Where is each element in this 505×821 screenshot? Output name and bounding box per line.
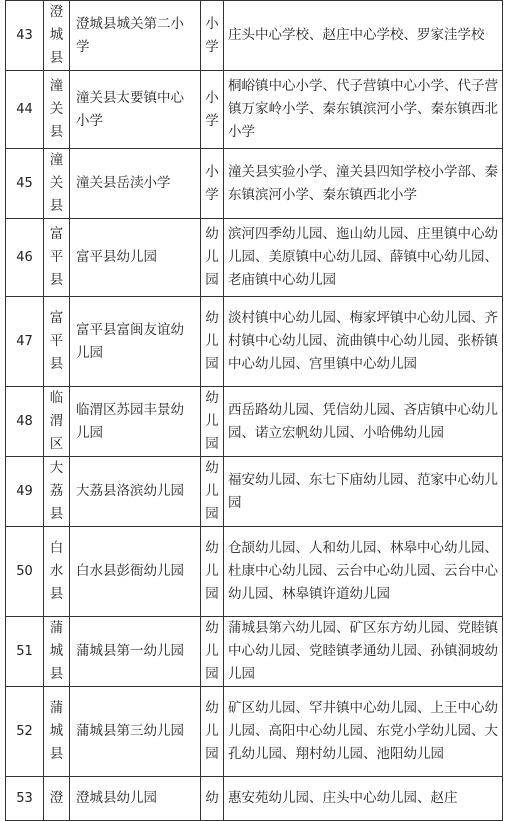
- partner-schools-cell: 惠安苑幼儿园、庄头中心幼儿园、赵庄: [224, 777, 503, 821]
- county-cell: [44, 527, 70, 617]
- school-type-cell: [201, 297, 224, 387]
- school-name-cell: 澄城县城关第二小学: [70, 1, 201, 71]
- school-type-cell: [201, 687, 224, 777]
- county-cell: [44, 617, 70, 687]
- table-row: [6, 387, 503, 457]
- county-cell: [44, 387, 70, 457]
- partner-schools-cell: 桐峪镇中心小学、代子营镇中心小学、代子营镇万家岭小学、秦东镇滨河小学、秦东镇西北小学: [224, 71, 503, 149]
- school-type-cell: [201, 1, 224, 71]
- row-number: 45: [6, 149, 44, 219]
- school-name-cell: 富平县幼儿园: [70, 219, 201, 297]
- school-type-cell-text: 幼儿园: [205, 460, 219, 522]
- county-cell-text: 临渭区: [49, 390, 64, 452]
- school-type-cell: [201, 219, 224, 297]
- school-type-cell-text: 小学: [205, 89, 219, 129]
- school-name-cell: 富平县富闽友谊幼儿园: [70, 297, 201, 387]
- row-number: 49: [6, 457, 44, 527]
- table-row: [6, 617, 503, 687]
- county-cell: [44, 1, 70, 71]
- table-row: [6, 527, 503, 617]
- row-number: 50: [6, 527, 44, 617]
- partner-schools-cell: 矿区幼儿园、罕井镇中心幼儿园、上王中心幼儿园、高阳中心幼儿园、东党小学幼儿园、大孔幼儿园、翔村幼儿园、池阳幼儿园: [224, 687, 503, 777]
- county-cell-text: 潼关县: [49, 78, 64, 140]
- school-type-cell-text: 幼儿园: [205, 390, 219, 452]
- school-name-cell: 白水县彭衙幼儿园: [70, 527, 201, 617]
- county-cell-text: 富平县: [49, 310, 64, 372]
- row-number: 43: [6, 1, 44, 71]
- partner-schools-cell: 蒲城县第六幼儿园、矿区东方幼儿园、党睦镇中心幼儿园、党睦镇孝通幼儿园、孙镇洞坡幼儿园: [224, 617, 503, 687]
- row-number: 52: [6, 687, 44, 777]
- school-name-cell: 澄城县幼儿园: [70, 777, 201, 821]
- table-row: [6, 687, 503, 777]
- partner-schools-cell: 淡村镇中心幼儿园、梅家坪镇中心幼儿园、齐村镇中心幼儿园、流曲镇中心幼儿园、张桥镇中心幼儿园、宫里镇中心幼儿园: [224, 297, 503, 387]
- school-type-cell-text: 幼儿园: [205, 620, 219, 682]
- table-row: [6, 71, 503, 149]
- school-type-cell: [201, 457, 224, 527]
- table-row: [6, 457, 503, 527]
- county-cell: [44, 457, 70, 527]
- county-cell: [44, 297, 70, 387]
- table-row: [6, 777, 503, 821]
- row-number: 48: [6, 387, 44, 457]
- county-cell: [44, 149, 70, 219]
- school-type-cell-text: 幼: [205, 790, 219, 806]
- school-name-cell: 临渭区苏园丰景幼儿园: [70, 387, 201, 457]
- school-type-cell: [201, 617, 224, 687]
- table-body: [6, 1, 503, 821]
- county-cell-text: 澄: [49, 790, 64, 806]
- school-type-cell: [201, 527, 224, 617]
- county-cell-text: 大荔县: [49, 460, 64, 522]
- school-type-cell-text: 幼儿园: [205, 310, 219, 372]
- partner-schools-cell: 仓颉幼儿园、人和幼儿园、林皋中心幼儿园、杜康中心幼儿园、云台中心幼儿园、云台中心幼儿园、林皋镇许道幼儿园: [224, 527, 503, 617]
- county-cell-text: 富平县: [49, 226, 64, 288]
- table-row: [6, 149, 503, 219]
- school-type-cell: [201, 149, 224, 219]
- partner-schools-cell: 庄头中心学校、赵庄中心学校、罗家洼学校: [224, 1, 503, 71]
- row-number: 44: [6, 71, 44, 149]
- school-name-cell: 大荔县洛滨幼儿园: [70, 457, 201, 527]
- row-number: 47: [6, 297, 44, 387]
- school-type-cell: [201, 777, 224, 821]
- school-type-cell-text: 小学: [205, 163, 219, 203]
- partner-schools-cell: 滨河四季幼儿园、迤山幼儿园、庄里镇中心幼儿园、美原镇中心幼儿园、薛镇中心幼儿园、老庙镇中心幼儿园: [224, 219, 503, 297]
- school-type-cell-text: 幼儿园: [205, 540, 219, 602]
- school-type-cell-text: 幼儿园: [205, 700, 219, 762]
- county-cell: [44, 71, 70, 149]
- county-cell: [44, 777, 70, 821]
- table-row: [6, 1, 503, 71]
- county-cell-text: 白水县: [49, 540, 64, 602]
- partner-schools-cell: 西岳路幼儿园、凭信幼儿园、吝店镇中心幼儿园、诺立宏帆幼儿园、小哈佛幼儿园: [224, 387, 503, 457]
- table-row: [6, 297, 503, 387]
- county-cell-text: 蒲城县: [49, 620, 64, 682]
- school-name-cell: 蒲城县第三幼儿园: [70, 687, 201, 777]
- school-name-cell: 蒲城县第一幼儿园: [70, 617, 201, 687]
- school-type-cell: [201, 71, 224, 149]
- school-name-cell: 潼关县岳渎小学: [70, 149, 201, 219]
- partner-schools-cell: 潼关县实验小学、潼关县四知学校小学部、秦东镇滨河小学、秦东镇西北小学: [224, 149, 503, 219]
- row-number: 53: [6, 777, 44, 821]
- county-cell-text: 潼关县: [49, 152, 64, 214]
- county-cell-text: 蒲城县: [49, 700, 64, 762]
- school-type-cell-text: 小学: [205, 15, 219, 55]
- county-cell: [44, 219, 70, 297]
- table-row: [6, 219, 503, 297]
- school-partnership-table: [5, 0, 503, 821]
- county-cell: [44, 687, 70, 777]
- county-cell-text: 澄城县: [49, 4, 64, 66]
- row-number: 46: [6, 219, 44, 297]
- row-number: 51: [6, 617, 44, 687]
- school-type-cell: [201, 387, 224, 457]
- school-type-cell-text: 幼儿园: [205, 226, 219, 288]
- partner-schools-cell: 福安幼儿园、东七下庙幼儿园、范家中心幼儿园: [224, 457, 503, 527]
- school-name-cell: 潼关县太要镇中心小学: [70, 71, 201, 149]
